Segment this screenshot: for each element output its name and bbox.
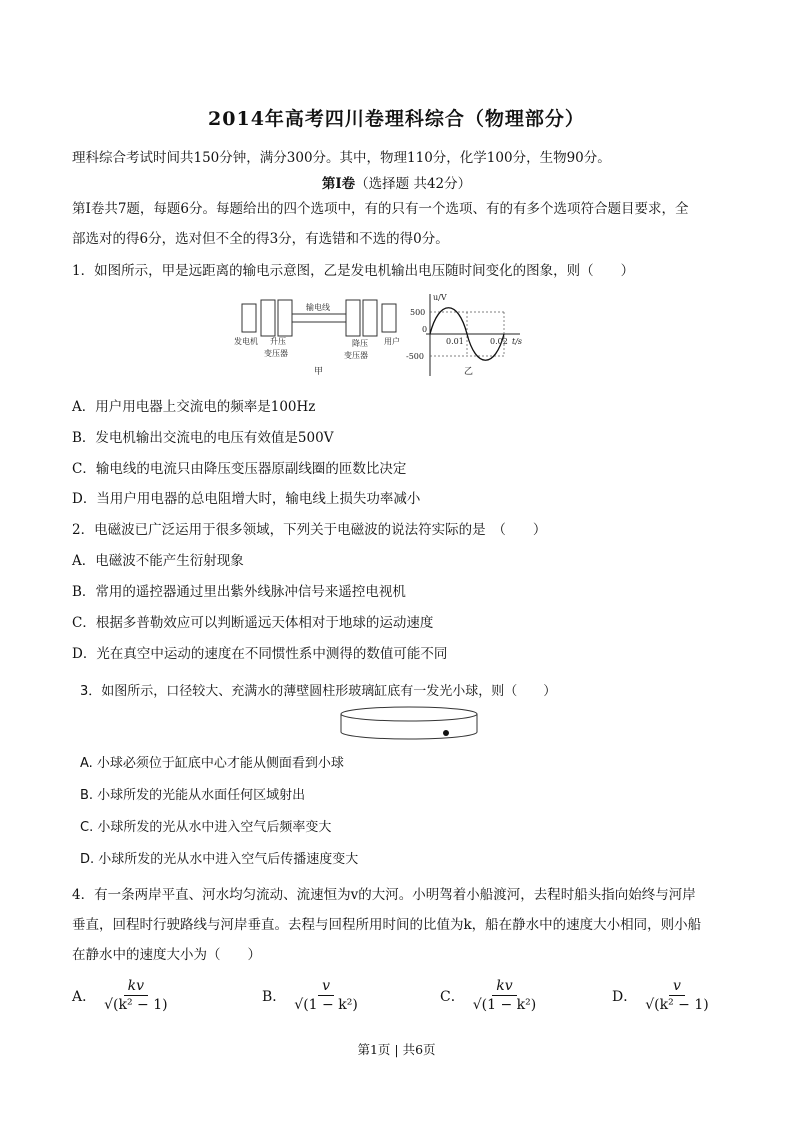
q1-stem: 1．如图所示，甲是远距离的输电示意图，乙是发电机输出电压随时间变化的图象，则（ ） [72,263,635,279]
q2-stem: 2．电磁波已广泛运用于很多领域，下列关于电磁波的说法符实际的是 （ ） [72,522,547,538]
option-denominator: √(1 − k²) [294,997,358,1013]
q4-stem-2: 垂直，回程时行驶路线与河岸垂直。去程与回程所用时间的比值为k，船在静水中的速度大小相同，则小船 [72,917,702,933]
t-axis-label: t/s [512,337,523,346]
option-label: B． [262,988,287,1005]
user-block [382,304,396,332]
option-denominator: √(k² − 1) [645,997,709,1013]
section-instructions-1: 第Ⅰ卷共7题，每题6分。每题给出的四个选项中，有的只有一个选项、有的有多个选项符合题目要求，全 [72,201,689,217]
section-heading-bold: 第Ⅰ卷 [321,176,356,192]
q4-stem-3: 在静水中的速度大小为（ ） [72,947,261,963]
q2-option-b: B．常用的遥控器通过里出紫外线脉冲信号来遥控电视机 [72,584,406,600]
u-axis-label: u/V [433,293,447,302]
q4-option-b [262,978,358,1013]
q1-figure [234,290,534,382]
step-down-primary [346,300,360,336]
q1-option-a: A．用户用电器上交流电的频率是100Hz [72,399,316,415]
option-numerator: v [669,978,685,996]
section-instructions-2: 部选对的得6分，选对但不全的得3分，有选错和不选的得0分。 [72,231,449,247]
figure-jia-caption: 甲 [314,367,324,377]
exam-intro: 理科综合考试时间共150分钟，满分300分。其中，物理110分，化学100分，生物90分。 [72,150,611,166]
option-numerator: v [318,978,334,996]
page-footer: 第1页 | 共6页 [357,1042,436,1057]
page-title: 2014年高考四川卷理科综合（物理部分） [208,108,585,130]
glass-tank-figure [334,704,484,748]
step-up-label-1: 升压 [270,337,286,346]
t2-label: 0.02 [490,337,508,346]
q4-stem-1: 4．有一条两岸平直、河水均匀流动、流速恒为v的大河。小明驾着小船渡河，去程时船头指向始终与河岸 [72,887,696,903]
generator-label: 发电机 [234,337,258,346]
step-up-primary [261,300,275,336]
t1-label: 0.01 [446,337,464,346]
q1-option-b: B．发电机输出交流电的电压有效值是500V [72,430,334,446]
step-up-label-2: 变压器 [264,349,288,358]
option-label: C． [440,988,465,1005]
option-numerator: kv [124,978,148,996]
q3-option-a: A. 小球必须位于缸底中心才能从侧面看到小球 [80,756,344,771]
q4-option-d [612,978,709,1013]
q4-option-a [72,978,168,1013]
q3-option-d: D. 小球所发的光从水中进入空气后传播速度变大 [80,852,359,867]
q1-option-c: C．输电线的电流只由降压变压器原副线圈的匝数比决定 [72,461,407,477]
q3-stem: 3．如图所示，口径较大、充满水的薄壁圆柱形玻璃缸底有一发光小球，则（ ） [80,684,557,699]
generator-block [242,304,256,332]
option-denominator: √(1 − k²) [472,997,537,1013]
tank-bottom-rim [341,732,477,739]
step-down-label-1: 降压 [352,339,368,348]
option-numerator: kv [492,978,516,996]
origin-label: 0 [422,325,428,334]
luminous-ball [443,730,449,736]
tank-top-rim [341,707,477,721]
section-heading-rest: （选择题 共42分） [355,176,472,192]
u-max-label: 500 [410,308,426,317]
q2-option-c: C．根据多普勒效应可以判断遥远天体相对于地球的运动速度 [72,615,434,631]
q2-option-a: A．电磁波不能产生衍射现象 [72,553,244,569]
section-heading [0,172,793,192]
q3-option-b: B. 小球所发的光能从水面任何区域射出 [80,788,306,803]
q2-option-d: D．光在真空中运动的速度在不同惯性系中测得的数值可能不同 [72,646,448,662]
transmission-line-label: 输电线 [306,303,330,312]
step-down-label-2: 变压器 [344,351,368,360]
user-label: 用户 [384,337,400,346]
q3-option-c: C. 小球所发的光从水中进入空气后频率变大 [80,820,332,835]
option-denominator: √(k² − 1) [104,997,168,1013]
q4-option-c [440,978,536,1013]
option-label: D． [612,988,638,1005]
option-label: A． [72,988,97,1005]
q1-option-d: D．当用户用电器的总电阻增大时，输电线上损失功率减小 [72,491,421,507]
step-up-secondary [278,300,292,336]
voltage-graph [426,294,523,376]
u-min-label: -500 [406,352,424,361]
step-down-secondary [363,300,377,336]
figure-yi-caption: 乙 [464,367,474,377]
